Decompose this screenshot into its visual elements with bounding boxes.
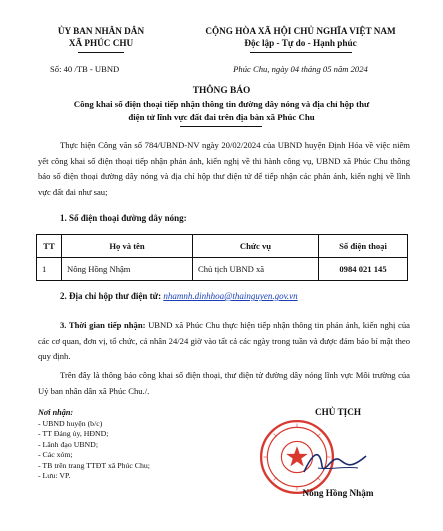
closing-paragraph: Trên đây là thông báo công khai số điện thoại, thư điện tử đường dây nóng lĩnh vực Môi trường của Uỷ ban nhân dân xã Phúc Chu./. — [38, 370, 410, 396]
table-header-row — [37, 235, 408, 258]
national-motto: Độc lập - Tự do - Hạnh phúc — [244, 38, 357, 48]
recipient-item: - TT Đảng ủy, HĐND; — [38, 429, 109, 438]
document-subtitle-2: điện tử lĩnh vực đất đai trên địa bàn xã Phúc Chu — [128, 112, 315, 122]
document-title: THÔNG BÁO — [192, 86, 251, 96]
recipient-item: - Các xóm; — [38, 450, 73, 459]
column-header: Số điện thoại — [319, 235, 408, 258]
hotline-table — [36, 234, 408, 281]
left-divider — [78, 52, 124, 53]
section-time-text: UBND xã Phúc Chu thực hiện tiếp nhận thông tin phản ánh, kiến nghị của các cơ quan, đơn vị, tổ chức, cá nhân 24/24 giờ vào tất cả các ngày trong tuần và được đảm bảo bí mật theo quy định. — [38, 320, 410, 361]
section-hotline-heading: 1. Số điện thoại đường dây nóng: — [60, 213, 187, 223]
right-divider — [250, 52, 352, 53]
column-header: TT — [37, 235, 62, 258]
commune-name: XÃ PHÚC CHU — [68, 38, 134, 48]
cell-role: Chủ tịch UBND xã — [193, 258, 319, 281]
recipients-block — [38, 408, 150, 482]
section-time-paragraph — [38, 318, 410, 365]
section-time-heading: 3. Thời gian tiếp nhận: — [60, 320, 146, 330]
section-email-heading: 2. Địa chỉ hộp thư điện tử: — [60, 291, 162, 301]
email-link[interactable]: nhamnh.dinhhoa@thainguyen.gov.vn — [163, 291, 298, 301]
recipients-title: Nơi nhận: — [38, 408, 74, 417]
section-email-line — [60, 291, 298, 301]
cell-tt: 1 — [37, 258, 62, 281]
document-number: Số: 40 /TB - UBND — [50, 64, 120, 74]
intro-paragraph: Thực hiện Công văn số 784/UBND-NV ngày 20/02/2024 của UBND huyện Định Hóa về việc niêm yết công khai số điện thoại tiếp nhận phản ánh, kiến nghị về thi hành công vụ, UBND xã Phúc Chu thông báo số điện thoại đường dây nóng và địa chỉ hộp thư điện tử để tiếp nhận các phản ánh, kiến nghị về lĩnh vực đất đai như sau; — [38, 140, 410, 197]
recipient-item: - Lưu: VP. — [38, 471, 71, 480]
signer-name: Nông Hồng Nhậm — [302, 488, 374, 498]
cell-phone: 0984 021 145 — [319, 258, 408, 281]
signer-title: CHỦ TỊCH — [314, 407, 362, 417]
national-title: CỘNG HÒA XÃ HỘI CHỦ NGHĨA VIỆT NAM — [205, 26, 396, 36]
document-subtitle-1: Công khai số điện thoại tiếp nhận thông tin đường dây nóng và địa chỉ hộp thư — [73, 99, 370, 109]
recipient-item: - Lãnh đạo UBND; — [38, 439, 98, 449]
recipient-item: - UBND huyện (b/c) — [38, 418, 103, 428]
title-divider — [180, 126, 262, 127]
issue-date: Phúc Chu, ngày 04 tháng 05 năm 2024 — [233, 64, 368, 74]
column-header: Họ và tên — [62, 235, 193, 258]
cell-name: Nông Hồng Nhậm — [62, 258, 193, 281]
table-row — [37, 258, 408, 281]
recipient-item: - TB trên trang TTĐT xã Phúc Chu; — [38, 460, 150, 470]
agency-name: ỦY BAN NHÂN DÂN — [57, 26, 145, 36]
signature-icon — [300, 446, 370, 480]
column-header: Chức vụ — [193, 235, 319, 258]
